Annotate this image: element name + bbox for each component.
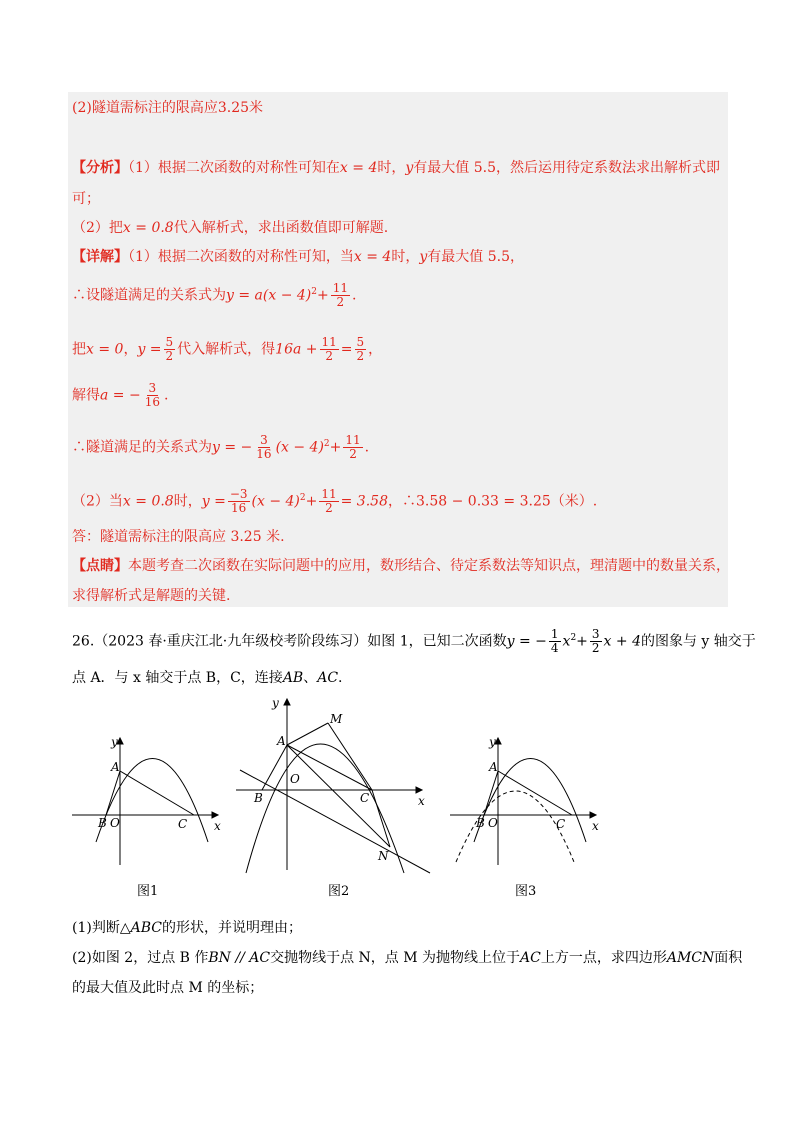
conclusion: 答：隧道需标注的限高应 3.25 米. [72,529,285,545]
fig1-segment-ab [106,771,120,815]
fig2-segment-ab [262,745,287,790]
fig2-segment-an [287,745,390,847]
detail-solve-a: 解得a = − $\frac{3}{16}$ . [72,381,169,409]
detail-part2: （2）当x = 0.8时，y = $\frac{-3}{16}$ $(x - 4)^2+$ $\frac{11}{2}$ = 3.58，∴3.58 − 0.33 = 3.25（米）. [72,487,598,516]
fig3-label-o: O [488,816,498,830]
fig1-segment-ac [120,771,194,815]
fig1-label-y: y [111,735,118,749]
figure-1 [68,730,228,870]
question-26-line-2: 点 A．与 x 轴交于点 B，C，连接AB、AC. [72,670,343,686]
fig2-segment-mc [328,723,372,790]
fig1-label-b: B [98,816,107,830]
fig1-label-c: C [178,817,188,831]
fig3-y-arrow [495,738,501,744]
detail-line-1: 【详解】（1）根据二次函数的对称性可知，当x = 4时，y有最大值 5.5， [72,249,524,265]
fig2-label-x: x [418,794,425,808]
fig2-caption: 图2 [328,884,350,899]
fig2-label-a: A [277,734,286,748]
fig1-label-a: A [111,760,120,774]
fig3-caption: 图3 [515,884,537,899]
fig2-y-arrow [284,699,290,705]
analysis-line-1: 【分析】（1）根据二次函数的对称性可知在x = 4时，y有最大值 5.5，然后运用待定系数法求出解析式即 [72,160,720,176]
question-26-sub-1: (1)判断△ABC的形状，并说明理由； [72,920,302,936]
fig2-label-m: M [330,712,343,726]
fig2-label-o: O [290,772,300,786]
analysis-line-3: （2）把x = 0.8代入解析式，求出函数值即可解题. [72,220,389,236]
analysis-line-2: 可； [72,191,100,207]
question-26-sub-2-line-1: (2)如图 2，过点 B 作BN // AC交抛物线于点 N，点 M 为抛物线上位于AC上方一点，求四边形AMCN面积 [72,950,743,966]
fig3-label-c: C [556,817,566,831]
question-26-line-1: 26.（2023 春·重庆江北·九年级校考阶段练习）如图 1，已知二次函数y = − $\frac{1}{4}$ $x^2+$ $\frac{3}{2}$ x + 4的图象与 y 轴交于 [72,627,756,656]
fig1-caption: 图1 [137,884,159,899]
fig1-y-arrow [117,738,123,744]
figure-2 [232,695,432,875]
detail-set-relation: ∴设隧道满足的关系式为$y = a(x - 4)^2+$ $\frac{11}{2}$ . [72,281,357,310]
fig2-label-b: B [254,791,263,805]
fig2-segment-am [287,723,328,745]
comment-line-2: 求得解析式是解题的关键. [72,588,231,604]
fig2-line-bn [240,770,430,873]
part2-heading: (2)隧道需标注的限高应3.25米 [72,100,264,116]
fig3-label-a: A [489,760,498,774]
fig1-label-o: O [110,816,120,830]
fig3-label-y: y [489,735,496,749]
fig1-label-x: x [214,819,221,833]
detail-relation: ∴隧道满足的关系式为y = − $\frac{3}{16}$ $(x - 4)^2+$ $\frac{11}{2}$ . [72,433,370,462]
fig3-label-b: B [476,816,485,830]
fig2-label-c: C [360,791,370,805]
fig1-x-arrow [212,812,218,818]
fig3-x-arrow [590,812,596,818]
fig2-x-arrow [416,787,422,793]
question-26-sub-2-line-2: 的最大值及此时点 M 的坐标； [72,980,264,996]
fig2-label-y: y [272,696,279,710]
figure-3 [446,730,606,870]
fig3-label-x: x [592,819,599,833]
fig2-label-n: N [378,849,389,863]
detail-substitute: 把x = 0，y = $\frac{5}{2}$ 代入解析式，得16a + $\frac{11}{2}$ = $\frac{5}{2}$ ， [72,335,383,363]
fig3-segment-ac [498,771,572,815]
comment-line-1: 【点睛】本题考查二次函数在实际问题中的应用，数形结合、待定系数法等知识点，理清题中的数量关系， [72,558,730,574]
fig3-segment-ab [484,771,498,815]
